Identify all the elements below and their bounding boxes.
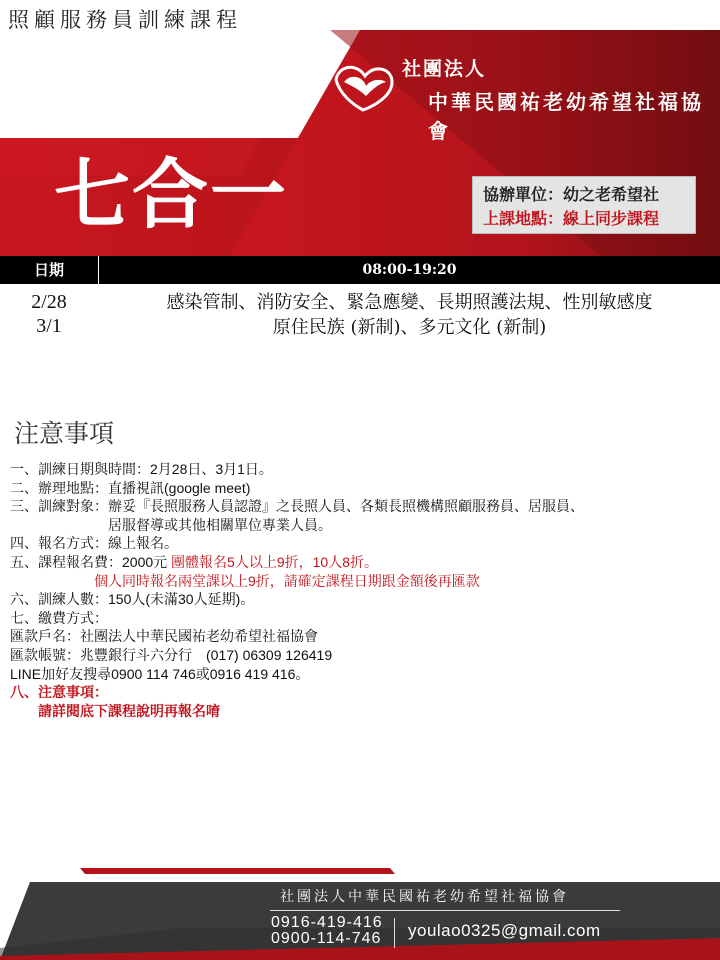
- footer-email: youlao0325@gmail.com: [408, 921, 601, 940]
- schedule-date: 2/28: [31, 291, 67, 313]
- notice-line: [10, 460, 710, 479]
- seven-in-one-title: 七合一: [54, 150, 288, 239]
- notice-line: [10, 572, 710, 591]
- co-organizer-text: 協辦單位：幼之老希望社: [483, 185, 660, 204]
- notice-text-segment: 團體報名5人以上9折，10人8折。: [171, 553, 378, 570]
- schedule-header: [0, 256, 720, 284]
- schedule-header-date: 日期: [0, 256, 99, 284]
- notice-line: [10, 534, 710, 553]
- notice-line: [10, 702, 710, 721]
- org-name-line2: 中華民國祐老幼希望社福協會: [428, 90, 704, 143]
- footer-separator: [394, 918, 395, 948]
- notice-line: [10, 665, 710, 684]
- notice-text-segment: 匯款戶名：社團法人中華民國祐老幼希望社福協會: [10, 628, 318, 645]
- notice-text-segment: 四、報名方式：線上報名。: [10, 535, 178, 552]
- notice-list: [10, 460, 710, 720]
- schedule-topics: [99, 290, 720, 340]
- notice-line: [10, 497, 710, 516]
- course-info-box: [472, 176, 696, 234]
- schedule-date: 3/1: [36, 315, 62, 337]
- notice-line: [10, 553, 710, 572]
- footer-phone: 0900-114-746: [271, 930, 382, 947]
- footer-phone: 0916-419-416: [271, 914, 383, 931]
- footer-divider: [270, 910, 620, 911]
- notice-line: [10, 646, 710, 665]
- notice-text-segment: 居服督導或其他相關單位專業人員。: [10, 516, 332, 533]
- schedule-header-time: 08:00-19:20: [362, 262, 457, 278]
- notice-text-segment: 七、繳費方式：: [10, 609, 108, 626]
- notice-line: [10, 609, 710, 628]
- notice-text-segment: LINE加好友搜尋0900 114 746或0916 419 416。: [10, 665, 310, 682]
- notice-text-segment: 三、訓練對象：辦妥『長照服務人員認證』之長照人員、各類長照機構照顧服務員、居服員、: [10, 498, 584, 515]
- notice-text-segment: 一、訓練日期與時間：2月28日、3月1日。: [10, 461, 273, 477]
- org-name-line1: 社團法人: [402, 58, 487, 80]
- notice-text-segment: 八、注意事項：: [10, 684, 108, 701]
- notice-text-segment: 請詳閱底下課程說明再報名唷: [10, 702, 220, 719]
- notice-line: [10, 590, 710, 609]
- notice-line: [10, 516, 710, 535]
- notice-text-segment: 二、辦理地點：直播視訊(google meet): [10, 479, 251, 496]
- notice-line: [10, 479, 710, 498]
- notice-text-segment: 個人同時報名兩堂課以上9折，請確定課程日期跟金額後再匯款: [94, 572, 480, 589]
- schedule-topic-line: 原住民族 (新制)、多元文化 (新制): [272, 317, 547, 338]
- notice-text-segment: [10, 573, 94, 589]
- schedule-dates: [0, 290, 98, 338]
- venue-text: 上課地點：線上同步課程: [483, 209, 660, 228]
- notice-text-segment: 五、課程報名費：2000元: [10, 553, 172, 570]
- course-title: 照顧服務員訓練課程: [8, 8, 242, 32]
- notice-text-segment: 六、訓練人數：150人(未滿30人延期)。: [10, 591, 255, 608]
- schedule-topic-line: 感染管制、消防安全、緊急應變、長期照護法規、性別敏感度: [166, 292, 653, 313]
- notice-text-segment: 匯款帳號：兆豐銀行斗六分行 (017) 06309 126419: [10, 646, 333, 663]
- notice-line: [10, 683, 710, 702]
- footer-org-name: 社團法人中華民國祐老幼希望社福協會: [280, 889, 569, 905]
- notice-line: [10, 627, 710, 646]
- heart-bird-logo-icon: [330, 58, 400, 113]
- notice-title: 注意事項: [14, 419, 115, 448]
- organization-block: [330, 50, 720, 143]
- schedule-row: [0, 284, 720, 344]
